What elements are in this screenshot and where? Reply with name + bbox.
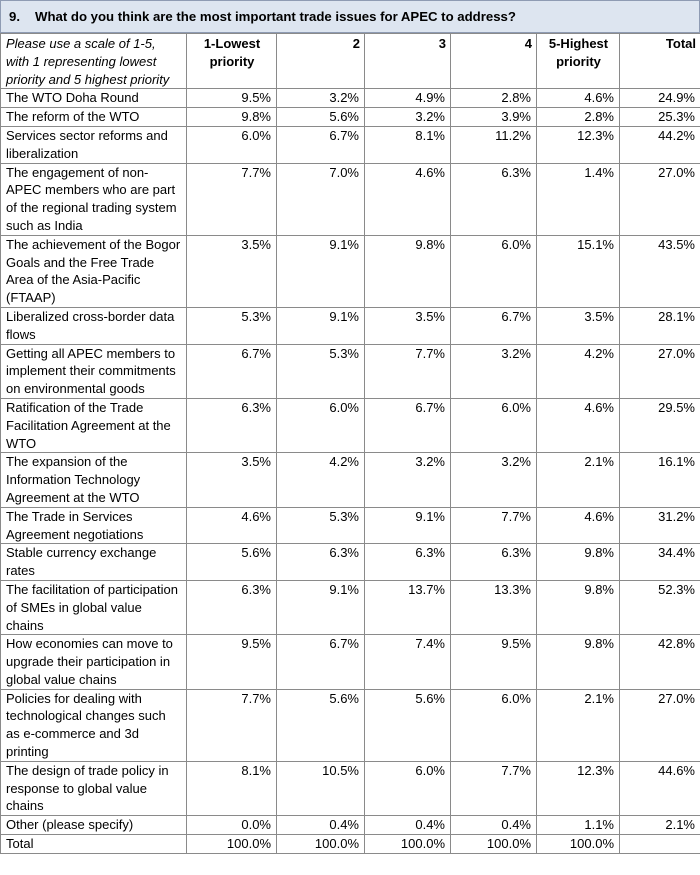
row-value-cell: 5.3% <box>187 307 277 344</box>
row-value-cell: 4.6% <box>365 163 451 235</box>
row-value-cell: 0.0% <box>187 816 277 835</box>
table-row <box>1 344 700 398</box>
row-value-cell: 8.1% <box>365 126 451 163</box>
row-value-cell: 7.7% <box>187 163 277 235</box>
row-total-cell: 28.1% <box>620 307 700 344</box>
row-label: The achievement of the Bogor Goals and the Free Trade Area of the Asia-Pacific (FTAAP) <box>1 235 187 307</box>
row-total-cell: 24.9% <box>620 89 700 108</box>
row-value-cell: 13.7% <box>365 580 451 634</box>
row-total-cell: 31.2% <box>620 507 700 544</box>
row-value-cell: 10.5% <box>277 761 365 815</box>
row-label: Liberalized cross-border data flows <box>1 307 187 344</box>
row-value-cell: 9.8% <box>537 635 620 689</box>
table-row <box>1 816 700 835</box>
row-value-cell: 6.0% <box>187 126 277 163</box>
row-label: The reform of the WTO <box>1 108 187 127</box>
row-value-cell: 6.7% <box>451 307 537 344</box>
row-value-cell: 0.4% <box>277 816 365 835</box>
row-value-cell: 1.4% <box>537 163 620 235</box>
row-value-cell: 9.8% <box>365 235 451 307</box>
row-value-cell: 6.3% <box>277 544 365 581</box>
table-body <box>1 89 700 853</box>
row-value-cell: 6.0% <box>451 398 537 452</box>
row-value-cell: 4.6% <box>537 89 620 108</box>
row-value-cell: 6.7% <box>277 126 365 163</box>
row-value-cell: 6.3% <box>187 580 277 634</box>
row-value-cell: 4.6% <box>537 398 620 452</box>
row-value-cell: 9.5% <box>187 89 277 108</box>
row-value-cell: 7.0% <box>277 163 365 235</box>
row-label: The facilitation of participation of SMEs in global value chains <box>1 580 187 634</box>
table-row <box>1 835 700 854</box>
question-title-bar <box>0 0 700 33</box>
row-total-cell: 42.8% <box>620 635 700 689</box>
row-value-cell: 6.7% <box>277 635 365 689</box>
table-row <box>1 108 700 127</box>
row-value-cell: 3.5% <box>187 235 277 307</box>
table-header-row <box>1 34 700 89</box>
row-value-cell: 4.9% <box>365 89 451 108</box>
table-row <box>1 307 700 344</box>
row-label: Ratification of the Trade Facilitation Agreement at the WTO <box>1 398 187 452</box>
row-value-cell: 2.8% <box>451 89 537 108</box>
row-value-cell: 3.2% <box>365 108 451 127</box>
row-value-cell: 3.2% <box>277 89 365 108</box>
row-label: How economies can move to upgrade their participation in global value chains <box>1 635 187 689</box>
row-total-cell: 29.5% <box>620 398 700 452</box>
row-value-cell: 6.0% <box>277 398 365 452</box>
row-label: The engagement of non-APEC members who are part of the regional trading system such as India <box>1 163 187 235</box>
row-value-cell: 6.7% <box>187 344 277 398</box>
row-total-cell: 44.6% <box>620 761 700 815</box>
row-value-cell: 7.7% <box>365 344 451 398</box>
table-row <box>1 89 700 108</box>
row-value-cell: 8.1% <box>187 761 277 815</box>
row-total-cell: 34.4% <box>620 544 700 581</box>
row-value-cell: 3.5% <box>537 307 620 344</box>
row-value-cell: 2.1% <box>537 689 620 761</box>
row-label: The Trade in Services Agreement negotiations <box>1 507 187 544</box>
row-value-cell: 9.8% <box>537 544 620 581</box>
row-value-cell: 6.3% <box>187 398 277 452</box>
row-value-cell: 9.8% <box>187 108 277 127</box>
table-row <box>1 235 700 307</box>
row-value-cell: 100.0% <box>537 835 620 854</box>
row-label: Services sector reforms and liberalization <box>1 126 187 163</box>
row-value-cell: 9.5% <box>451 635 537 689</box>
row-label: Total <box>1 835 187 854</box>
table-row <box>1 635 700 689</box>
row-value-cell: 3.5% <box>365 307 451 344</box>
row-label: Other (please specify) <box>1 816 187 835</box>
table-row <box>1 126 700 163</box>
row-label: Policies for dealing with technological changes such as e-commerce and 3d printing <box>1 689 187 761</box>
row-value-cell: 1.1% <box>537 816 620 835</box>
row-value-cell: 5.6% <box>277 689 365 761</box>
row-total-cell: 16.1% <box>620 453 700 507</box>
row-value-cell: 100.0% <box>187 835 277 854</box>
question-number: 9. <box>9 9 20 24</box>
row-total-cell: 43.5% <box>620 235 700 307</box>
row-total-cell: 52.3% <box>620 580 700 634</box>
column-header-1: 1-Lowest priority <box>187 34 277 89</box>
column-header-2: 2 <box>277 34 365 89</box>
row-value-cell: 5.6% <box>365 689 451 761</box>
row-label: The WTO Doha Round <box>1 89 187 108</box>
row-label: The design of trade policy in response to global value chains <box>1 761 187 815</box>
row-value-cell: 100.0% <box>451 835 537 854</box>
row-value-cell: 9.1% <box>277 580 365 634</box>
row-value-cell: 3.9% <box>451 108 537 127</box>
row-value-cell: 7.7% <box>451 761 537 815</box>
row-value-cell: 6.0% <box>451 689 537 761</box>
row-value-cell: 5.6% <box>187 544 277 581</box>
scale-instruction: Please use a scale of 1-5, with 1 representing lowest priority and 5 highest priority <box>1 34 187 89</box>
row-value-cell: 7.4% <box>365 635 451 689</box>
row-value-cell: 13.3% <box>451 580 537 634</box>
row-value-cell: 6.0% <box>365 761 451 815</box>
table-row <box>1 507 700 544</box>
table-row <box>1 453 700 507</box>
row-value-cell: 15.1% <box>537 235 620 307</box>
row-total-cell: 2.1% <box>620 816 700 835</box>
table-row <box>1 580 700 634</box>
row-value-cell: 11.2% <box>451 126 537 163</box>
row-total-cell: 27.0% <box>620 689 700 761</box>
question-text: What do you think are the most important trade issues for APEC to address? <box>35 9 516 24</box>
row-value-cell: 9.8% <box>537 580 620 634</box>
row-value-cell: 0.4% <box>451 816 537 835</box>
row-value-cell: 3.5% <box>187 453 277 507</box>
row-value-cell: 3.2% <box>365 453 451 507</box>
row-value-cell: 5.6% <box>277 108 365 127</box>
column-header-3: 3 <box>365 34 451 89</box>
row-value-cell: 5.3% <box>277 507 365 544</box>
row-value-cell: 6.3% <box>365 544 451 581</box>
row-total-cell: 25.3% <box>620 108 700 127</box>
row-label: Stable currency exchange rates <box>1 544 187 581</box>
row-value-cell: 2.1% <box>537 453 620 507</box>
row-value-cell: 6.3% <box>451 163 537 235</box>
row-label: The expansion of the Information Technology Agreement at the WTO <box>1 453 187 507</box>
row-value-cell: 0.4% <box>365 816 451 835</box>
table-row <box>1 544 700 581</box>
table-row <box>1 163 700 235</box>
row-value-cell: 100.0% <box>277 835 365 854</box>
row-label: Getting all APEC members to implement their commitments on environmental goods <box>1 344 187 398</box>
row-value-cell: 9.1% <box>277 235 365 307</box>
table-row <box>1 761 700 815</box>
row-value-cell: 7.7% <box>451 507 537 544</box>
row-value-cell: 9.1% <box>277 307 365 344</box>
row-value-cell: 5.3% <box>277 344 365 398</box>
row-value-cell: 9.1% <box>365 507 451 544</box>
row-total-cell <box>620 835 700 854</box>
table-row <box>1 689 700 761</box>
row-value-cell: 12.3% <box>537 126 620 163</box>
table-row <box>1 398 700 452</box>
row-value-cell: 4.2% <box>277 453 365 507</box>
row-value-cell: 3.2% <box>451 453 537 507</box>
row-total-cell: 27.0% <box>620 344 700 398</box>
row-value-cell: 6.3% <box>451 544 537 581</box>
row-total-cell: 44.2% <box>620 126 700 163</box>
row-value-cell: 6.0% <box>451 235 537 307</box>
row-total-cell: 27.0% <box>620 163 700 235</box>
row-value-cell: 2.8% <box>537 108 620 127</box>
row-value-cell: 4.2% <box>537 344 620 398</box>
row-value-cell: 7.7% <box>187 689 277 761</box>
row-value-cell: 4.6% <box>537 507 620 544</box>
results-table <box>0 33 700 854</box>
row-value-cell: 9.5% <box>187 635 277 689</box>
row-value-cell: 3.2% <box>451 344 537 398</box>
row-value-cell: 4.6% <box>187 507 277 544</box>
row-value-cell: 100.0% <box>365 835 451 854</box>
row-value-cell: 6.7% <box>365 398 451 452</box>
column-header-5: 5-Highest priority <box>537 34 620 89</box>
column-header-4: 4 <box>451 34 537 89</box>
row-value-cell: 12.3% <box>537 761 620 815</box>
column-header-total: Total <box>620 34 700 89</box>
